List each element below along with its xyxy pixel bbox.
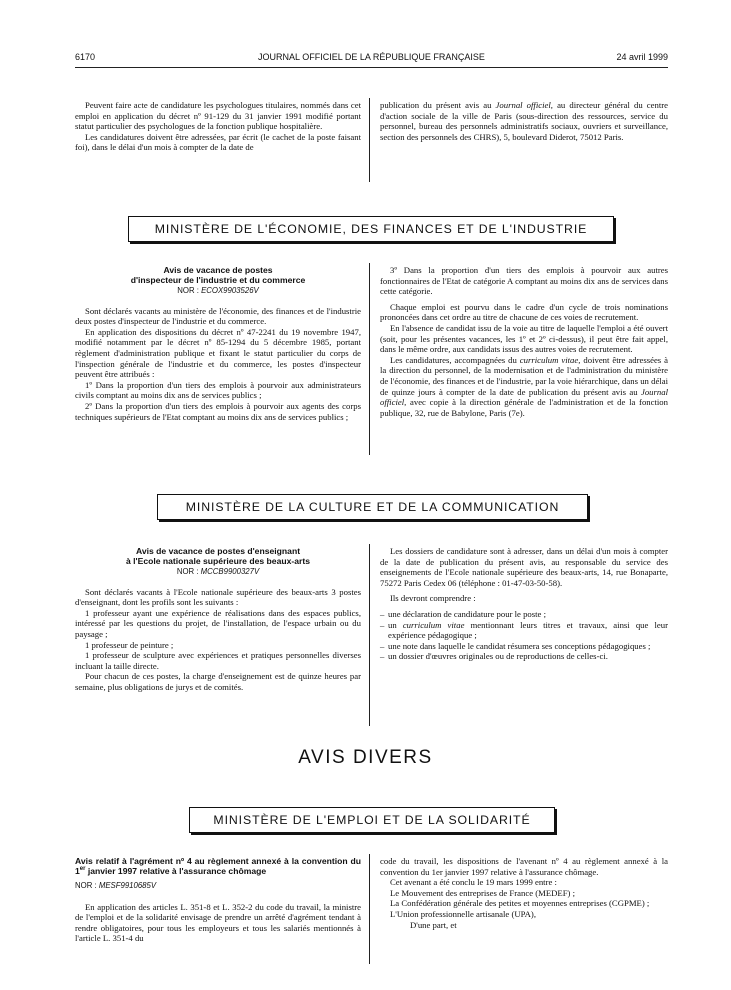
paragraph: Peuvent faire acte de candidature les psychologues titulaires, nommés dans cet emploi en application du décret nº 91-129 du 31 janvier 1991 modifié portant statut particulier des psychologues de la fonction publique hospitalière. <box>75 100 361 132</box>
paragraph: En application des dispositions du décret nº 47-2241 du 19 novembre 1947, modifié notamment par le décret nº 85-1294 du 5 décembre 1985, portant règlement d'administration publique et fixant le statut particulier du corps de l'inspection générale de l'industrie et du commerce, les postes d'inspecteur peuvent être attribués : <box>75 326 361 380</box>
page-number: 6170 <box>75 52 96 62</box>
section2-right-column <box>380 546 668 662</box>
intro-right-column <box>380 100 668 142</box>
paragraph: 3º Dans la proportion d'un tiers des emplois à pourvoir aux autres fonctionnaires de l'Etat de catégorie A comptant au moins dix ans de services dans cette catégorie. <box>380 265 668 297</box>
avis-divers-heading: AVIS DIVERS <box>298 747 433 768</box>
list-item: – une note dans laquelle le candidat résumera ses conceptions pédagogiques ; <box>380 640 651 651</box>
paragraph: En l'absence de candidat issu de la voie au titre de laquelle l'emploi a été ouvert (soit, pour les présentes vacances, les 1º et 2º ci-dessus), il peut être fait appel, dans le même ordre, aux candidats issus des autres voies de recrutement. <box>380 322 668 355</box>
section2-left-column <box>75 546 361 693</box>
issue-date: 24 avril 1999 <box>616 52 668 62</box>
nor-reference: NOR : MCCB9900327V <box>176 567 260 576</box>
list-item: – un curriculum vitae mentionnant leurs titres et travaux, ainsi que leur expérience pédagogique ; <box>380 619 668 641</box>
paragraph: Les dossiers de candidature sont à adresser, dans un délai d'un mois à compter de la date de publication du présent avis, au responsable du service des enseignements de l'Ecole nationale supérieure des beaux-arts, 14, rue Bonaparte, 75272 Paris Cedex 06 (téléphone : 01-47-03-50-58). <box>380 546 668 588</box>
section1-left-column <box>75 265 361 422</box>
paragraph: Les candidatures, accompagnées du curriculum vitae, doivent être adressées à la direction du personnel, de la modernisation et de l'administration du ministère de l'économie, des finances et de l'industrie, par la voie hiérarchique, dans un délai de quinze jours à compter de la date de publication du présent avis au Journal officiel, avec copie à la direction générale de l'administration et de la fonction publique, 32, rue de Babylone, Paris (7e). <box>380 354 668 418</box>
paragraph: Ils devront comprendre : <box>390 593 476 604</box>
paragraph: 1 professeur de sculpture avec expériences et pratiques personnelles diverses incluant la taille directe. <box>75 650 361 671</box>
paragraph: Les candidatures doivent être adressées, par écrit (le cachet de la poste faisant foi), dans le délai d'un mois à compter de la date de <box>75 131 361 153</box>
ministry-heading-culture: MINISTÈRE DE LA CULTURE ET DE LA COMMUNICATION <box>157 494 588 520</box>
running-head <box>75 52 668 66</box>
list-item: – un dossier d'œuvres originales ou de reproductions de celles-ci. <box>380 651 608 662</box>
paragraph: Le Mouvement des entreprises de France (MEDEF) ; <box>390 887 576 898</box>
list-item: – une déclaration de candidature pour le poste ; <box>380 608 546 619</box>
ministry-heading-emploi: MINISTÈRE DE L'EMPLOI ET DE LA SOLIDARITÉ <box>189 807 555 833</box>
section3-right-column <box>380 856 668 930</box>
paragraph: 1 professeur ayant une expérience de réalisations dans des espaces publics, intéressé par les questions du projet, de l'installation, de l'espace urbain ou du paysage ; <box>75 607 361 639</box>
column-divider <box>369 98 370 182</box>
paragraph: 1 professeur de peinture ; <box>85 639 174 650</box>
paragraph: L'Union professionnelle artisanale (UPA), <box>390 908 537 919</box>
column-divider <box>369 854 370 964</box>
nor-reference: NOR : MESF9910685V <box>75 881 157 890</box>
paragraph: 2º Dans la proportion d'un tiers des emplois à pourvoir aux agents des corps techniques supérieurs de l'Etat comptant au moins dix ans de services publics ; <box>75 400 361 422</box>
nor-reference: NOR : ECOX9903526V <box>177 286 259 295</box>
paragraph: Sont déclarés vacants à l'Ecole nationale supérieure des beaux-arts 3 postes d'enseignant, dont les profils sont les suivants : <box>75 586 361 608</box>
article-title: Avis de vacance de postes d'enseignant à l'Ecole nationale supérieure des beaux-arts <box>125 546 310 566</box>
paragraph: Chaque emploi est pourvu dans le cadre d'un cycle de trois nominations prononcées dans cet ordre au titre de chacune de ces voies de recrutement. <box>380 301 668 323</box>
paragraph: Cet avenant a été conclu le 19 mars 1999 entre : <box>390 877 557 888</box>
paragraph: D'une part, et <box>410 919 457 930</box>
paragraph: code du travail, les dispositions de l'avenant nº 4 au règlement annexé à la convention du 1er janvier 1997 relative à l'assurance chômage. <box>380 856 668 877</box>
column-divider <box>369 263 370 455</box>
intro-left-column <box>75 100 361 153</box>
section3-left-column <box>75 856 361 944</box>
article-title: Avis relatif à l'agrément nº 4 au règlement annexé à la convention du 1er janvier 1997 relative à l'assurance chômage <box>75 856 361 876</box>
ministry-heading-economie: MINISTÈRE DE L'ÉCONOMIE, DES FINANCES ET DE L'INDUSTRIE <box>128 216 614 242</box>
paragraph: Pour chacun de ces postes, la charge d'enseignement est de quinze heures par semaine, plus obligations de jurys et de comités. <box>75 671 361 692</box>
paragraph: En application des articles L. 351-8 et L. 352-2 du code du travail, la ministre de l'emploi et de la solidarité envisage de prendre un arrêté d'agrément tendant à rendre obligatoires, pour tous les employeurs et tous les salariés mentionnés à l'article L. 351-4 du <box>75 901 361 944</box>
journal-title: JOURNAL OFFICIEL DE LA RÉPUBLIQUE FRANÇAISE <box>258 52 485 62</box>
article-title: Avis de vacance de postes d'inspecteur de l'industrie et du commerce <box>130 265 306 285</box>
paragraph: La Confédération générale des petites et moyennes entreprises (CGPME) ; <box>390 898 650 909</box>
paragraph: Sont déclarés vacants au ministère de l'économie, des finances et de l'industrie deux postes d'inspecteur de l'industrie et du commerce. <box>75 305 361 327</box>
header-rule <box>75 67 668 68</box>
paragraph: publication du présent avis au Journal officiel, au directeur général du centre d'action sociale de la ville de Paris (sous-direction des ressources, service du personnel, bureau des personnels administratifs sociaux, ouvriers et surveillance, section des personnels des CHRS), 5, boulevard Diderot, 75012 Paris. <box>380 100 668 142</box>
paragraph: 1º Dans la proportion d'un tiers des emplois à pourvoir aux administrateurs civils comptant au moins dix ans de services publics ; <box>75 379 361 401</box>
section1-right-column <box>380 265 668 418</box>
column-divider <box>369 544 370 726</box>
